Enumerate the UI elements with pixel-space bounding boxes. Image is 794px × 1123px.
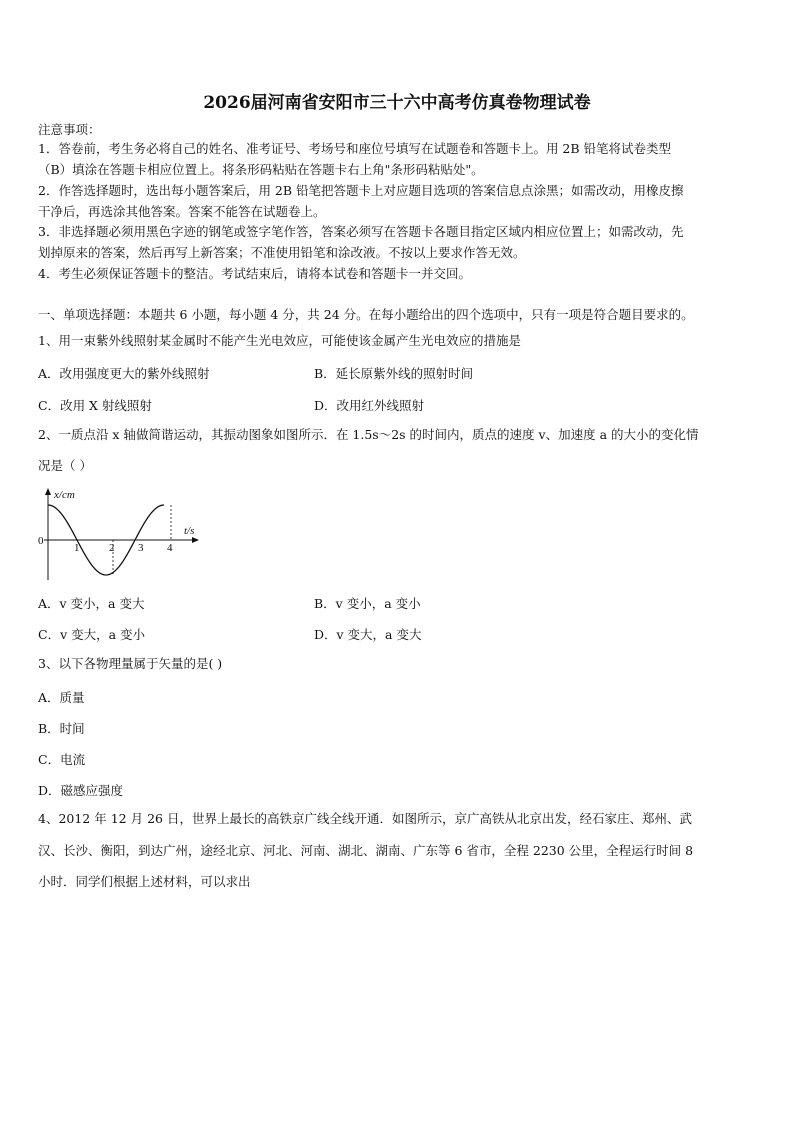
tick-label-2: 2 (109, 542, 115, 554)
y-axis-arrow (45, 488, 51, 495)
section-header: 一、单项选择题：本题共 6 小题，每小题 4 分，共 24 分。在每小题给出的四个选项中，只有一项是符合题目要求的。 (38, 307, 694, 322)
question-3-option-c: C．电流 (38, 752, 86, 767)
notice-item-2-line-1: 2．作答选择题时，选出每小题答案后，用 2B 铅笔把答题卡上对应题目选项的答案信息点涂黑；如需改动，用橡皮擦 (38, 183, 684, 198)
question-4-stem-line-2: 汉、长沙、衡阳，到达广州，途经北京、河北、河南、湖北、湖南、广东等 6 省市，全程 2230 公里，全程运行时间 8 (38, 843, 694, 858)
tick-label-1: 1 (74, 542, 80, 554)
vibration-graph (34, 484, 209, 588)
tick-label-4: 4 (167, 542, 173, 554)
notice-header: 注意事项： (38, 122, 101, 137)
question-2-stem-line-2: 况是（ ） (38, 458, 92, 473)
x-axis-arrow (192, 537, 199, 543)
question-1-option-b: B．延长原紫外线的照射时间 (314, 366, 474, 381)
question-3-option-b: B．时间 (38, 721, 85, 736)
notice-item-3-line-2: 划掉原来的答案，然后再写上新答案；不准使用铅笔和涂改液。不按以上要求作答无效。 (38, 245, 526, 260)
notice-item-3-line-1: 3．非选择题必须用黑色字迹的钢笔或签字笔作答，答案必须写在答题卡各题目指定区域内相应位置上；如需改动，先 (38, 224, 684, 239)
notice-item-1-line-1: 1．答卷前，考生务必将自己的姓名、准考证号、考场号和座位号填写在试题卷和答题卡上。用 2B 铅笔将试卷类型 (38, 141, 672, 156)
question-1-option-c: C．改用 X 射线照射 (38, 398, 152, 413)
question-1-option-a: A．改用强度更大的紫外线照射 (38, 366, 210, 381)
origin-label: 0 (38, 535, 44, 547)
question-4-stem-line-1: 4、2012 年 12 月 26 日，世界上最长的高铁京广线全线开通．如图所示，京广高铁从北京出发，经石家庄、郑州、武 (38, 811, 692, 826)
question-2-option-b: B．v 变小，a 变小 (314, 596, 421, 611)
page-title: 2026届河南省安阳市三十六中高考仿真卷物理试卷 (203, 93, 591, 113)
question-3-stem: 3、以下各物理量属于矢量的是( ) (38, 656, 223, 671)
notice-item-1-line-2: （B）填涂在答题卡相应位置上。将条形码粘贴在答题卡右上角"条形码粘贴处"。 (38, 162, 484, 177)
question-1-stem: 1、用一束紫外线照射某金属时不能产生光电效应，可能使该金属产生光电效应的措施是 (38, 333, 521, 348)
y-axis-label: x/cm (54, 489, 75, 501)
vibration-graph-svg (34, 484, 209, 584)
question-4-stem-line-3: 小时．同学们根据上述材料，可以求出 (38, 874, 251, 889)
question-2-option-c: C．v 变大，a 变小 (38, 627, 146, 642)
notice-item-4-line-1: 4．考生必须保证答题卡的整洁。考试结束后，请将本试卷和答题卡一并交回。 (38, 266, 471, 281)
question-1-option-d: D．改用红外线照射 (314, 398, 425, 413)
question-2-option-a: A．v 变小，a 变大 (38, 596, 145, 611)
question-2-stem-line-1: 2、一质点沿 x 轴做简谐运动，其振动图象如图所示．在 1.5s～2s 的时间内，质点的速度 v、加速度 a 的大小的变化情 (38, 427, 699, 442)
tick-label-3: 3 (138, 542, 144, 554)
x-axis-label: t/s (184, 525, 195, 537)
notice-item-2-line-2: 干净后，再选涂其他答案。答案不能答在试题卷上。 (38, 204, 326, 219)
question-3-option-d: D．磁感应强度 (38, 783, 124, 798)
question-3-option-a: A．质量 (38, 690, 85, 705)
question-2-option-d: D．v 变大，a 变大 (314, 627, 422, 642)
